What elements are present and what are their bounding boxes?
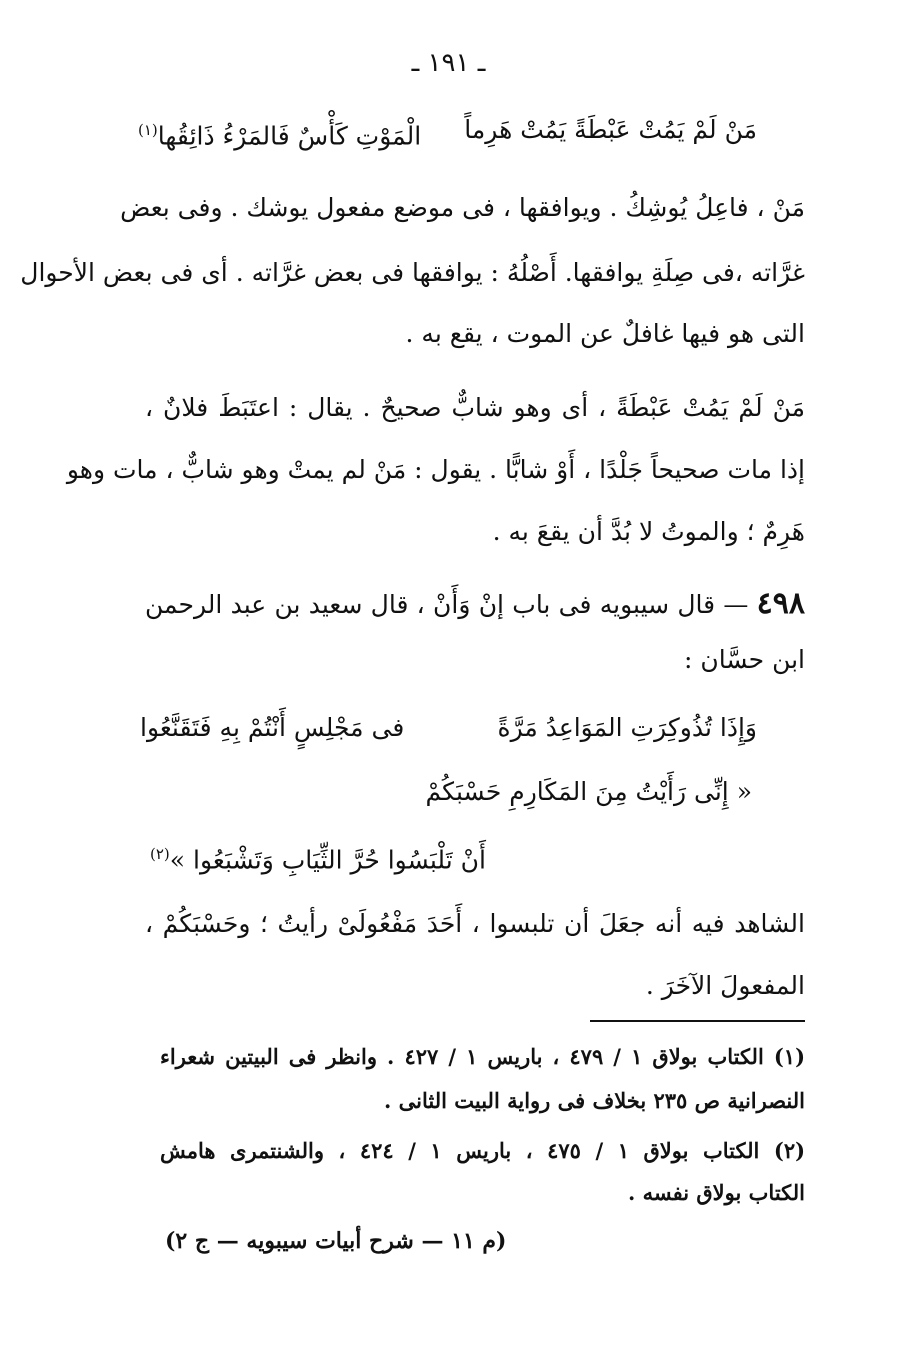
verse-1: [138, 108, 757, 158]
footnote-1-line-1: (١) الكتاب بولاق ١ / ٤٧٩ ، باريس ١ / ٤٢٧ . وانظر فى البيتين شعراء: [160, 1044, 806, 1069]
verse-2-hemistich-left: فى مَجْلِسٍ أَنْتُمْ بِهِ فَتَقَنَّعُوا: [140, 713, 405, 742]
verse-1-hemistich-left-text: الْمَوْتِ كَأْسٌ فَالمَرْءُ ذَائِقُها: [157, 121, 422, 151]
verse-1-hemistich-right: مَنْ لَمْ يَمُتْ عَبْطَةً يَمُتْ هَرِماً: [464, 115, 757, 144]
page-number: ـ ١٩١ ـ: [411, 48, 486, 78]
volume-signature: (م ١١ — شرح أبيات سيبويه — ج ٢): [165, 1228, 507, 1254]
commentary-2-line-3: هَرِمٌ ؛ والموتُ لا بُدَّ أن يقعَ به .: [492, 517, 805, 546]
entry-intro: — قال سيبويه فى باب إنْ وَأَنْ ، قال سعيد بن عبد الرحمن: [145, 590, 749, 619]
entry-number: ٤٩٨: [756, 586, 805, 621]
commentary-2-line-2: إذا مات صحيحاً جَلْدًا ، أَوْ شابًّا . يقول : مَنْ لم يمتْ وهو شابٌّ ، مات وهو: [66, 455, 805, 484]
entry-498-line-2: ابن حسَّان :: [684, 645, 805, 674]
commentary-1-line-3: التى هو فيها غافلٌ عن الموت ، يقع به .: [405, 319, 805, 348]
commentary-1-line-1: مَنْ ، فاعِلُ يُوشِكُ . ويوافقها ، فى موضع مفعول يوشك . وفى بعض: [120, 193, 805, 222]
entry-498-line-1: [145, 584, 805, 625]
commentary-1-line-2: غرَّاته ،فى صِلَةِ يوافقها. أَصْلُهُ : يوافقها فى بعض غرَّاته . أى فى بعض الأحوال: [20, 258, 805, 287]
footnote-1-line-2: النصرانية ص ٢٣٥ بخلاف فى رواية البيت الثانى .: [384, 1088, 805, 1113]
footnote-2-line-1: (٢) الكتاب بولاق ١ / ٤٧٥ ، باريس ١ / ٤٢٤ ، والشنتمرى هامش: [160, 1138, 806, 1163]
footnote-2-line-2: الكتاب بولاق نفسه .: [627, 1180, 805, 1205]
verse-2-line-3-text: أَنْ تَلْبَسُوا حُرَّ الثِّيَابِ وَتَشْبَعُوا »: [169, 845, 486, 875]
footnote-marker-2: (٢): [150, 845, 170, 863]
verse-2-line-2: « إِنِّى رَأَيْتُ مِنَ المَكَارِمِ حَسْبَكُمْ: [425, 777, 752, 806]
commentary-3-line-2: المفعولَ الآخَرَ .: [645, 971, 805, 1000]
footnote-marker-1: (١): [138, 121, 158, 139]
commentary-2-line-1: مَنْ لَمْ يَمُتْ عَبْطَةً ، أى وهو شابٌّ صحيحٌ . يقال : اعتَبَطَ فلانٌ ،: [145, 393, 805, 422]
verse-2-line-1: [140, 706, 757, 750]
verse-1-hemistich-left: [138, 108, 421, 158]
footnote-divider: [590, 1020, 805, 1022]
commentary-3-line-1: الشاهد فيه أنه جعَلَ أن تلبسوا ، أَحَدَ مَفْعُولَىْ رأيتُ ؛ وحَسْبَكُمْ ،: [145, 909, 805, 938]
verse-2-line-3: [150, 832, 486, 882]
verse-2-hemistich-right: وَإِذَا تُذُوكِرَتِ المَوَاعِدُ مَرَّةً: [497, 713, 757, 742]
